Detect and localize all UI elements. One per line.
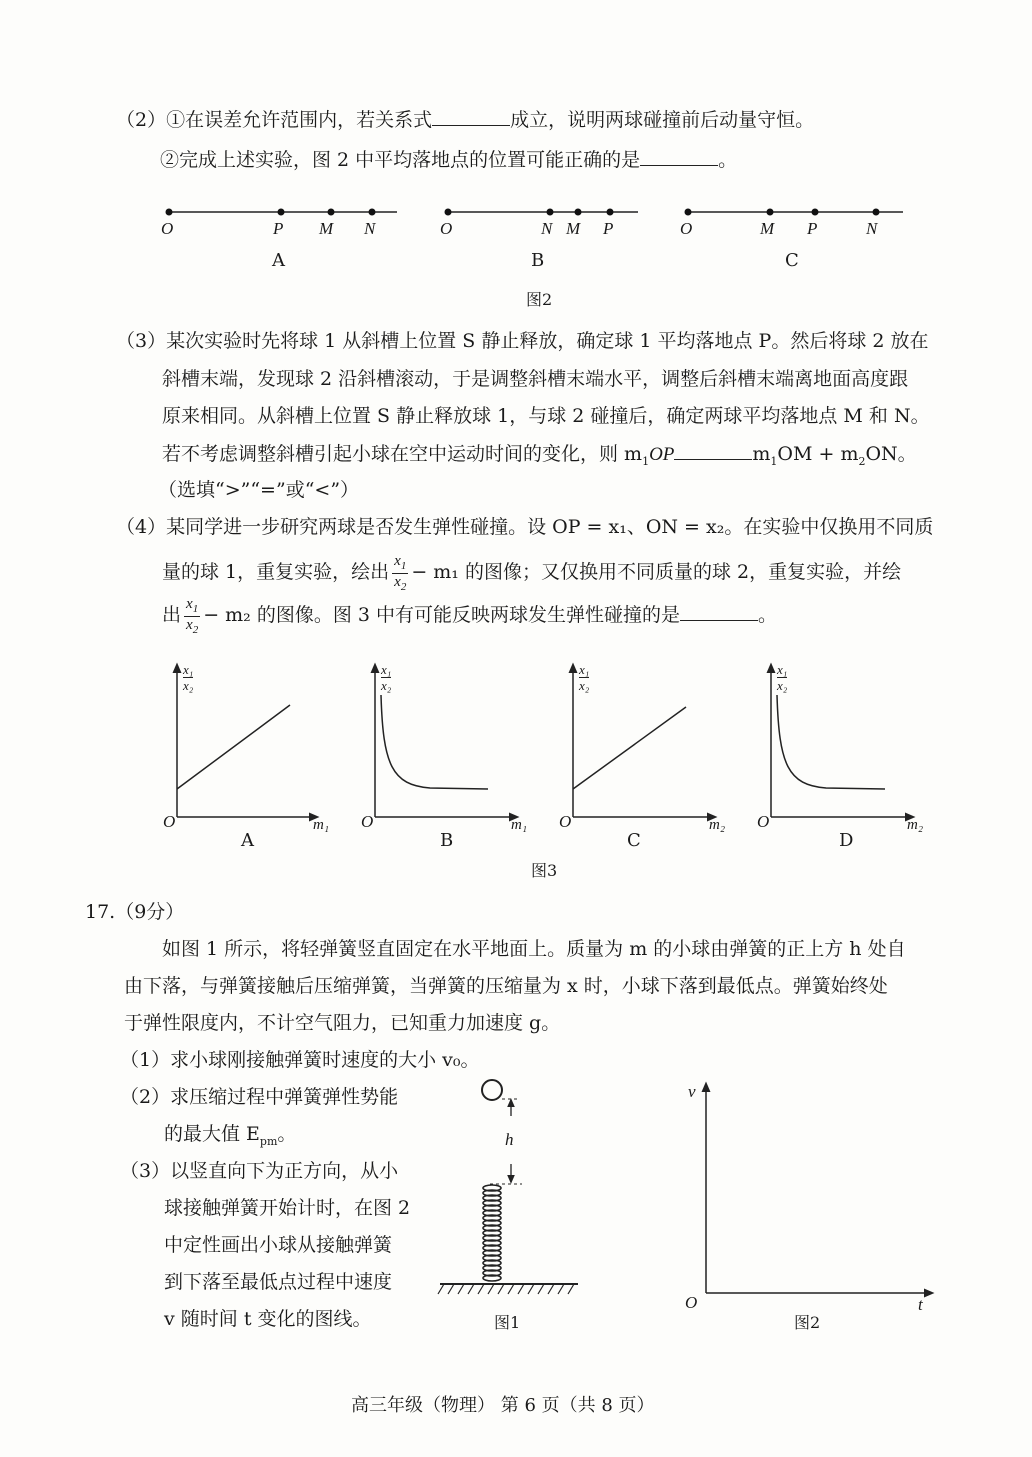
q17-sub3-a: （3）以竖直向下为正方向，从小 xyxy=(120,1160,399,1182)
ball xyxy=(482,1080,502,1100)
xaxis-label: m₁ xyxy=(313,817,330,833)
answer-blank[interactable] xyxy=(680,605,758,621)
numline-a xyxy=(166,209,398,216)
q17-sub3-b: 球接触弹簧开始计时，在图 2 xyxy=(164,1197,411,1219)
q3-line2: 斜槽末端，发现球 2 沿斜槽滚动，于是调整斜槽末端水平，调整后斜槽末端离地面高度跟 xyxy=(162,368,909,390)
q17-sub3-c: 中定性画出小球从接触弹簧 xyxy=(164,1234,393,1256)
numline-b xyxy=(445,209,639,216)
q2-line1: （2）①在误差允许范围内，若关系式 成立，说明两球碰撞前后动量守恒。 xyxy=(116,109,815,131)
q17-header: 17.（9分） xyxy=(85,901,185,923)
point-label: M xyxy=(760,219,775,238)
q17-para1: 如图 1 所示，将轻弹簧竖直固定在水平地面上。质量为 m 的小球由弹簧的正上方 h 处自 xyxy=(162,938,906,960)
q4-line1: （4）某同学进一步研究两球是否发生弹性碰撞。设 OP = x₁、ON = x₂。在实验中仅换用不同质 xyxy=(116,516,934,538)
figure-3 xyxy=(0,655,1032,835)
origin-label: O xyxy=(757,812,770,831)
origin-label: O xyxy=(361,812,374,831)
page-footer: 高三年级（物理） 第 6 页（共 8 页） xyxy=(351,1395,655,1416)
xaxis-label: m₂ xyxy=(709,817,726,833)
graph-c xyxy=(573,667,713,817)
q17-sub1: （1）求小球刚接触弹簧时速度的大小 v₀。 xyxy=(120,1049,480,1071)
graph-d xyxy=(771,667,911,817)
point-label: O xyxy=(680,219,693,238)
t-axis-label: t xyxy=(918,1295,923,1314)
v-axis-label: v xyxy=(688,1082,696,1101)
q17-sub3-e: v 随时间 t 变化的图线。 xyxy=(164,1308,372,1330)
fraction-x1-x2: $\frac{x_1}{x_2}$ xyxy=(394,553,407,593)
graph-label: A xyxy=(241,830,254,851)
point-label: P xyxy=(603,219,614,238)
point-label: O xyxy=(440,219,453,238)
graph-label: B xyxy=(440,830,454,851)
answer-blank[interactable] xyxy=(674,444,752,460)
q17-sub2-b: 的最大值 $E_{pm}$。 xyxy=(164,1123,297,1148)
figure-3-caption: 图3 xyxy=(531,861,558,880)
origin-label: O xyxy=(559,812,572,831)
point-label: N xyxy=(866,219,878,238)
point-label: M xyxy=(319,219,334,238)
option-label: A xyxy=(272,250,285,271)
point-label: N xyxy=(541,219,553,238)
vt-axes xyxy=(690,1078,940,1298)
q2-line2: ②完成上述实验，图 2 中平均落地点的位置可能正确的是 。 xyxy=(160,149,738,171)
point-label: O xyxy=(161,219,174,238)
spring xyxy=(483,1185,501,1281)
answer-blank[interactable] xyxy=(640,150,718,166)
q3-line5: （选填“>”“=”或“<”） xyxy=(158,479,360,501)
option-label: C xyxy=(785,250,799,271)
origin-label: O xyxy=(685,1293,698,1312)
graph-b-ylabel: x₁ x₂ xyxy=(381,662,392,693)
q4-line2: 量的球 1，重复实验，绘出 $\frac{x_1}{x_2}$ − m₁ 的图像；又仅换用不同质量的球 2，重复实验，并绘 xyxy=(162,553,902,593)
figure-2-caption: 图2 xyxy=(794,1313,821,1332)
figure-2-caption: 图2 xyxy=(526,290,553,309)
q17-sub2-a: （2）求压缩过程中弹簧弹性势能 xyxy=(120,1086,399,1108)
point-label: P xyxy=(807,219,818,238)
point-label: N xyxy=(364,219,376,238)
graph-label: D xyxy=(839,830,854,851)
height-label: h xyxy=(505,1130,514,1149)
point-label: M xyxy=(566,219,581,238)
q4-line3: 出 $\frac{x_1}{x_2}$ − m₂ 的图像。图 3 中有可能反映两球发生弹性碰撞的是 。 xyxy=(162,596,778,636)
point-label: P xyxy=(273,219,284,238)
graph-c-ylabel: x₁ x₂ xyxy=(579,662,590,693)
numline-c xyxy=(685,209,904,216)
figure-2 xyxy=(0,195,1032,305)
origin-label: O xyxy=(163,812,176,831)
xaxis-label: m₁ xyxy=(511,817,528,833)
figure-1-caption: 图1 xyxy=(494,1313,521,1332)
q17-sub3-d: 到下落至最低点过程中速度 xyxy=(164,1271,393,1293)
fraction-x1-x2: $\frac{x_1}{x_2}$ xyxy=(186,596,199,636)
graph-a-ylabel: x₁ x₂ xyxy=(183,662,194,693)
q3-line1: （3）某次实验时先将球 1 从斜槽上位置 S 静止释放，确定球 1 平均落地点 P。然后将球 2 放在 xyxy=(116,330,929,352)
answer-blank[interactable] xyxy=(432,110,510,126)
graph-b xyxy=(375,667,515,817)
option-label: B xyxy=(531,250,545,271)
spring-figure xyxy=(430,1072,590,1307)
graph-d-ylabel: x₁ x₂ xyxy=(777,662,788,693)
graph-label: C xyxy=(627,830,641,851)
q17-para2: 由下落，与弹簧接触后压缩弹簧，当弹簧的压缩量为 x 时，小球下落到最低点。弹簧始终处 xyxy=(124,975,888,997)
xaxis-label: m₂ xyxy=(907,817,924,833)
q17-para3: 于弹性限度内，不计空气阻力，已知重力加速度 g。 xyxy=(124,1012,561,1034)
graph-a xyxy=(177,667,315,817)
q3-line3: 原来相同。从斜槽上位置 S 静止释放球 1，与球 2 碰撞后，确定两球平均落地点 M 和 N。 xyxy=(162,405,930,427)
q3-line4: 若不考虑调整斜槽引起小球在空中运动时间的变化，则 $m_1OP$ $m_1OM + m_2ON$。 xyxy=(162,443,917,468)
